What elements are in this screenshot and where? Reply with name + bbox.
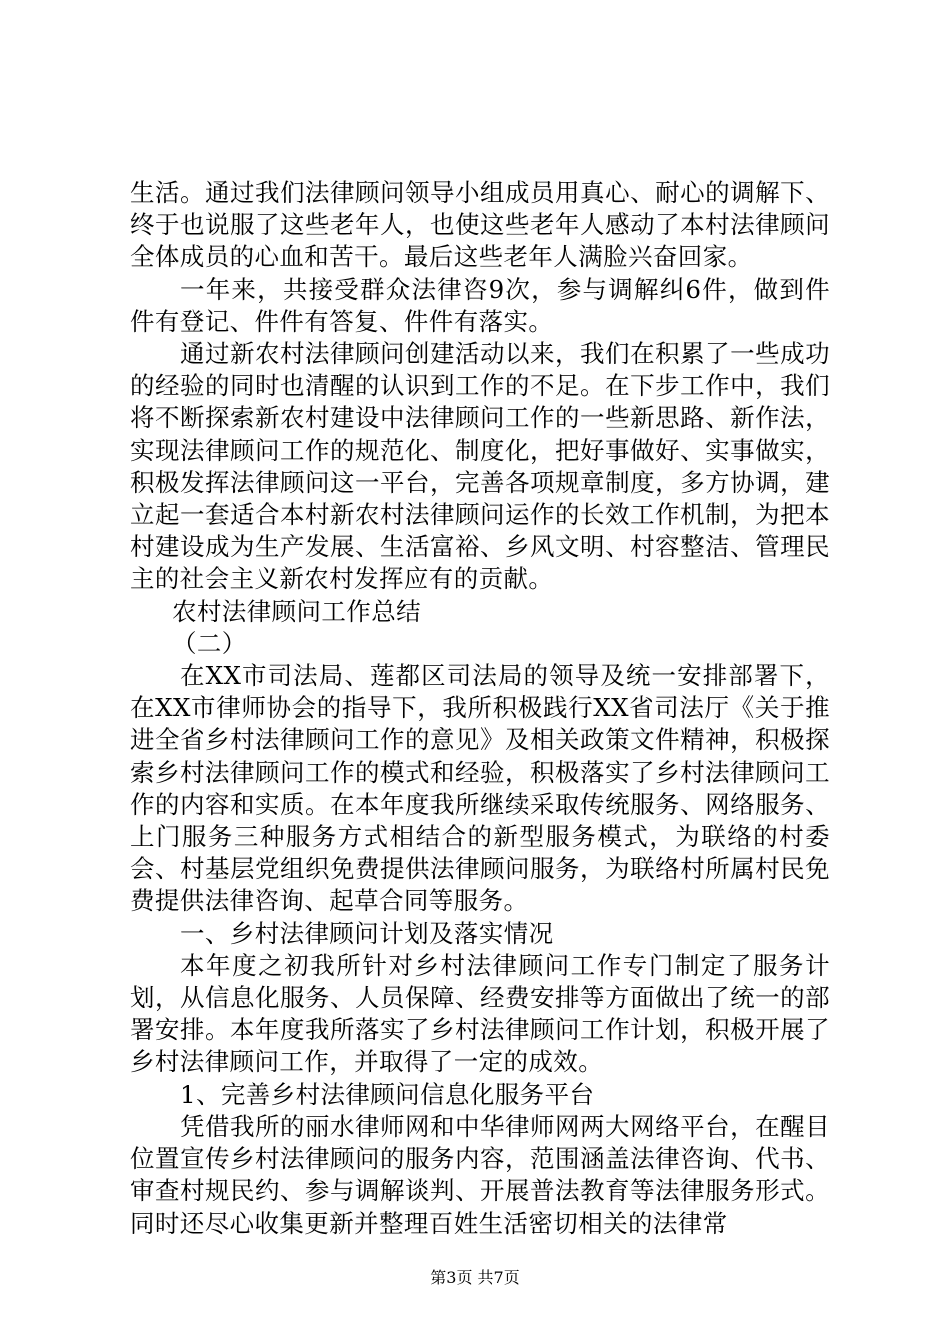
subheading-1: 一、乡村法律顾问计划及落实情况	[180, 918, 554, 948]
section-number: （二）	[172, 628, 247, 658]
subheading-2: 1、完善乡村法律顾问信息化服务平台	[180, 1079, 595, 1109]
paragraph-3: 通过新农村法律顾问创建活动以来，我们在积累了一些成功的经验的同时也清醒的认识到工作的不足。在下步工作中，我们将不断探索新农村建设中法律顾问工作的一些新思路、新作法，实现法律顾问工作的规范化、制度化，把好事做好、实事做实，积极发挥法律顾问这一平台，完善各项规章制度，多方协调，建立起一套适合本村新农村法律顾问运作的长效工作机制，为把本村建设成为生产发展、生活富裕、乡风文明、村容整洁、管理民主的社会主义新农村发挥应有的贡献。	[130, 339, 830, 594]
page-footer: 第3页 共7页	[430, 1268, 520, 1287]
paragraph-4: 在XX市司法局、莲都区司法局的领导及统一安排部署下，在XX市律师协会的指导下，我所积极践行XX省司法厅《关于推进全省乡村法律顾问工作的意见》及相关政策文件精神，积极探索乡村法律顾问工作的模式和经验，积极落实了乡村法律顾问工作的内容和实质。在本年度我所继续采取传统服务、网络服务、上门服务三种服务方式相结合的新型服务模式，为联络的村委会、村基层党组织免费提供法律顾问服务，为联络村所属村民免费提供法律咨询、起草合同等服务。	[130, 661, 830, 916]
paragraph-1: 生活。通过我们法律顾问领导小组成员用真心、耐心的调解下、终于也说服了这些老年人，也使这些老年人感动了本村法律顾问全体成员的心血和苦干。最后这些老年人满脸兴奋回家。	[130, 178, 830, 272]
document-body	[130, 177, 830, 1240]
section-title: 农村法律顾问工作总结	[172, 596, 421, 626]
paragraph-2: 一年来，共接受群众法律咨9次，参与调解纠6件，做到件件有登记、件件有答复、件件有落实。	[130, 274, 830, 336]
paragraph-5: 本年度之初我所针对乡村法律顾问工作专门制定了服务计划，从信息化服务、人员保障、经费安排等方面做出了统一的部署安排。本年度我所落实了乡村法律顾问工作计划，积极开展了乡村法律顾问工作，并取得了一定的成效。	[130, 950, 830, 1077]
paragraph-6: 凭借我所的丽水律师网和中华律师网两大网络平台，在醒目位置宣传乡村法律顾问的服务内容，范围涵盖法律咨询、代书、审查村规民约、参与调解谈判、开展普法教育等法律服务形式。同时还尽心收集更新并整理百姓生活密切相关的法律常	[130, 1111, 830, 1238]
